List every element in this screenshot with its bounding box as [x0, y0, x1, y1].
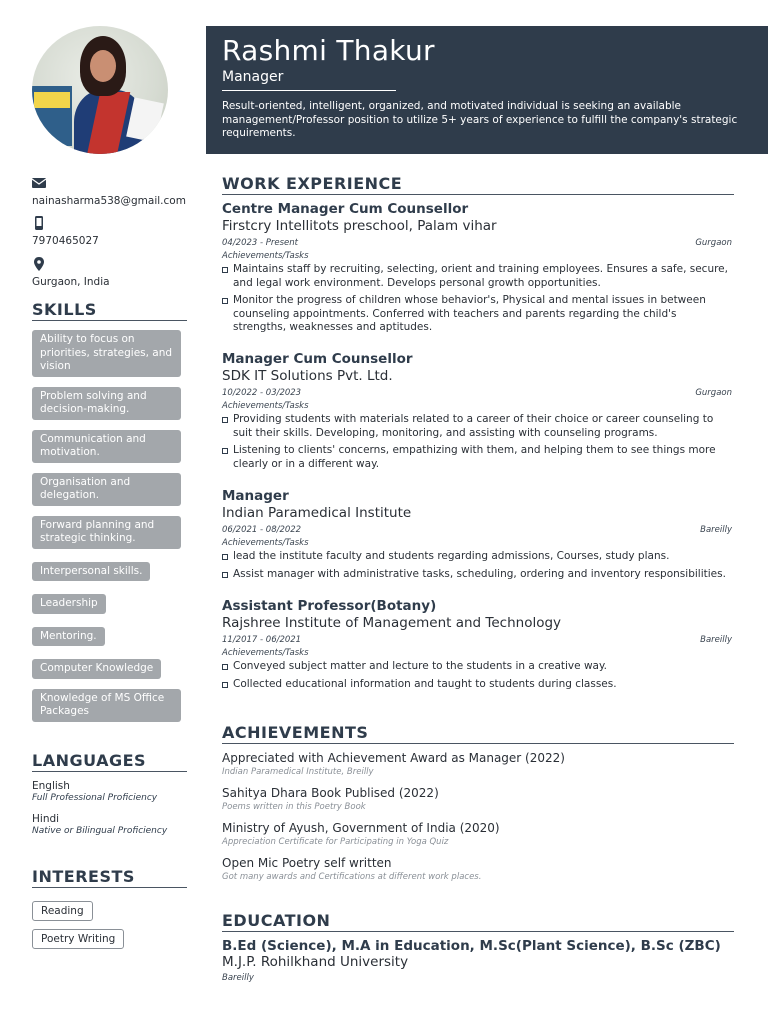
- skill-tag: Communication and motivation.: [32, 430, 181, 463]
- job-bullet: Listening to clients' concerns, empathizing with them, and helping them to see things more clearly or in a different way.: [222, 444, 732, 471]
- summary-text: Result-oriented, intelligent, organized, and motivated individual is seeking an available management/Professor position to utilize 5+ years of experience to fulfill the company's strategic requirements.: [222, 100, 738, 139]
- job-entry: [222, 598, 732, 695]
- job-bullet: Assist manager with administrative tasks, scheduling, ordering and inventory responsibilities.: [222, 568, 732, 582]
- email-text: nainasharma538@gmail.com: [32, 195, 186, 207]
- job-bullet: Providing students with materials related to a career of their choice or career counseling to suit their skills. Developing, monitoring, and assisting with counseling programs.: [222, 413, 732, 440]
- skill-tag: Leadership: [32, 594, 106, 614]
- education-school: M.J.P. Rohilkhand University: [222, 954, 409, 970]
- job-title: Manager Cum Counsellor: [222, 351, 413, 367]
- skill-tag: Knowledge of MS Office Packages: [32, 689, 181, 722]
- achievement-item: [222, 751, 732, 777]
- achievement-item: [222, 786, 732, 812]
- job-location: Bareilly: [700, 525, 732, 535]
- interest-tag: Poetry Writing: [32, 929, 124, 949]
- job-bullets: [222, 550, 732, 581]
- skill-tag: Ability to focus on priorities, strategies, and vision: [32, 330, 181, 377]
- language-name: English: [32, 780, 70, 792]
- education-location: Bareilly: [222, 973, 254, 983]
- job-bullet: Conveyed subject matter and lecture to the students in a creative way.: [222, 660, 732, 674]
- candidate-name: Rashmi Thakur: [222, 34, 435, 67]
- achievement-title: Sahitya Dhara Book Publised (2022): [222, 786, 439, 800]
- location-text: Gurgaon, India: [32, 276, 110, 288]
- achievement-subtitle: Appreciation Certificate for Participating in Yoga Quiz: [222, 837, 449, 847]
- work-experience-heading: WORK EXPERIENCE: [222, 174, 734, 195]
- job-bullets: [222, 413, 732, 471]
- education-entry: [222, 938, 732, 983]
- achievement-title: Ministry of Ayush, Government of India (2020): [222, 821, 500, 835]
- achievement-title: Appreciated with Achievement Award as Manager (2022): [222, 751, 565, 765]
- job-entry: [222, 201, 732, 339]
- job-meta: [222, 525, 732, 535]
- education-degree: B.Ed (Science), M.A in Education, M.Sc(Plant Science), B.Sc (ZBC): [222, 938, 721, 954]
- job-title: Manager: [222, 488, 289, 504]
- skill-tag: Mentoring.: [32, 627, 105, 647]
- achievement-item: [222, 856, 732, 882]
- skill-tag: Organisation and delegation.: [32, 473, 181, 506]
- location-pin-icon: [32, 257, 46, 271]
- job-dates: 10/2022 - 03/2023: [222, 388, 302, 398]
- skills-heading: SKILLS: [32, 300, 187, 321]
- job-meta: [222, 388, 732, 398]
- job-dates: 11/2017 - 06/2021: [222, 635, 302, 645]
- languages-heading: LANGUAGES: [32, 751, 187, 772]
- contact-phone: [32, 216, 187, 247]
- job-title: Centre Manager Cum Counsellor: [222, 201, 469, 217]
- job-achievements-label: Achievements/Tasks: [222, 401, 309, 411]
- profile-photo: [32, 26, 168, 154]
- candidate-role: Manager: [222, 69, 284, 85]
- interests-list: [32, 899, 187, 955]
- achievement-item: [222, 821, 732, 847]
- job-entry: [222, 488, 732, 585]
- job-bullets: [222, 660, 732, 691]
- language-level: Native or Bilingual Proficiency: [32, 826, 168, 836]
- job-bullets: [222, 263, 732, 335]
- job-meta: [222, 635, 732, 645]
- job-bullet: Monitor the progress of children whose behavior's, Physical and mental issues in between counseling appointments. Conferred with teachers and parents regarding the child's strengths, weaknesses and aptitudes.: [222, 294, 732, 335]
- skill-tag: Interpersonal skills.: [32, 562, 150, 582]
- skills-list: [32, 330, 187, 732]
- contact-location: [32, 257, 187, 288]
- interest-tag: Reading: [32, 901, 93, 921]
- job-achievements-label: Achievements/Tasks: [222, 648, 309, 658]
- achievements-heading: ACHIEVEMENTS: [222, 723, 734, 744]
- job-location: Gurgaon: [695, 238, 732, 248]
- envelope-icon: [32, 176, 46, 190]
- phone-icon: [32, 216, 46, 230]
- achievement-subtitle: Poems written in this Poetry Book: [222, 802, 366, 812]
- skill-tag: Forward planning and strategic thinking.: [32, 516, 181, 549]
- job-company: Rajshree Institute of Management and Technology: [222, 615, 562, 631]
- achievement-subtitle: Got many awards and Certifications at different work places.: [222, 872, 482, 882]
- job-title: Assistant Professor(Botany): [222, 598, 437, 614]
- achievement-title: Open Mic Poetry self written: [222, 856, 392, 870]
- achievement-subtitle: Indian Paramedical Institute, Breilly: [222, 767, 374, 777]
- job-company: Firstcry Intellitots preschool, Palam vihar: [222, 218, 497, 234]
- job-location: Bareilly: [700, 635, 732, 645]
- phone-text: 7970465027: [32, 235, 99, 247]
- job-dates: 04/2023 - Present: [222, 238, 299, 248]
- job-location: Gurgaon: [695, 388, 732, 398]
- job-bullet: lead the institute faculty and students regarding admissions, Courses, study plans.: [222, 550, 732, 564]
- role-divider: [222, 90, 396, 91]
- job-achievements-label: Achievements/Tasks: [222, 251, 309, 261]
- languages-list: [32, 780, 187, 846]
- job-entry: [222, 351, 732, 475]
- job-bullet: Maintains staff by recruiting, selecting, orient and training employees. Ensures a safe, secure, and legal work environment. Develops personal growth opportunities.: [222, 263, 732, 290]
- interests-heading: INTERESTS: [32, 867, 187, 888]
- job-company: SDK IT Solutions Pvt. Ltd.: [222, 368, 393, 384]
- language-level: Full Professional Proficiency: [32, 793, 158, 803]
- contact-email: [32, 176, 187, 207]
- skill-tag: Problem solving and decision-making.: [32, 387, 181, 420]
- education-heading: EDUCATION: [222, 911, 734, 932]
- job-meta: [222, 238, 732, 248]
- header-banner: [206, 26, 768, 154]
- job-bullet: Collected educational information and taught to students during classes.: [222, 678, 732, 692]
- job-company: Indian Paramedical Institute: [222, 505, 412, 521]
- language-name: Hindi: [32, 813, 60, 825]
- job-dates: 06/2021 - 08/2022: [222, 525, 302, 535]
- job-achievements-label: Achievements/Tasks: [222, 538, 309, 548]
- skill-tag: Computer Knowledge: [32, 659, 161, 679]
